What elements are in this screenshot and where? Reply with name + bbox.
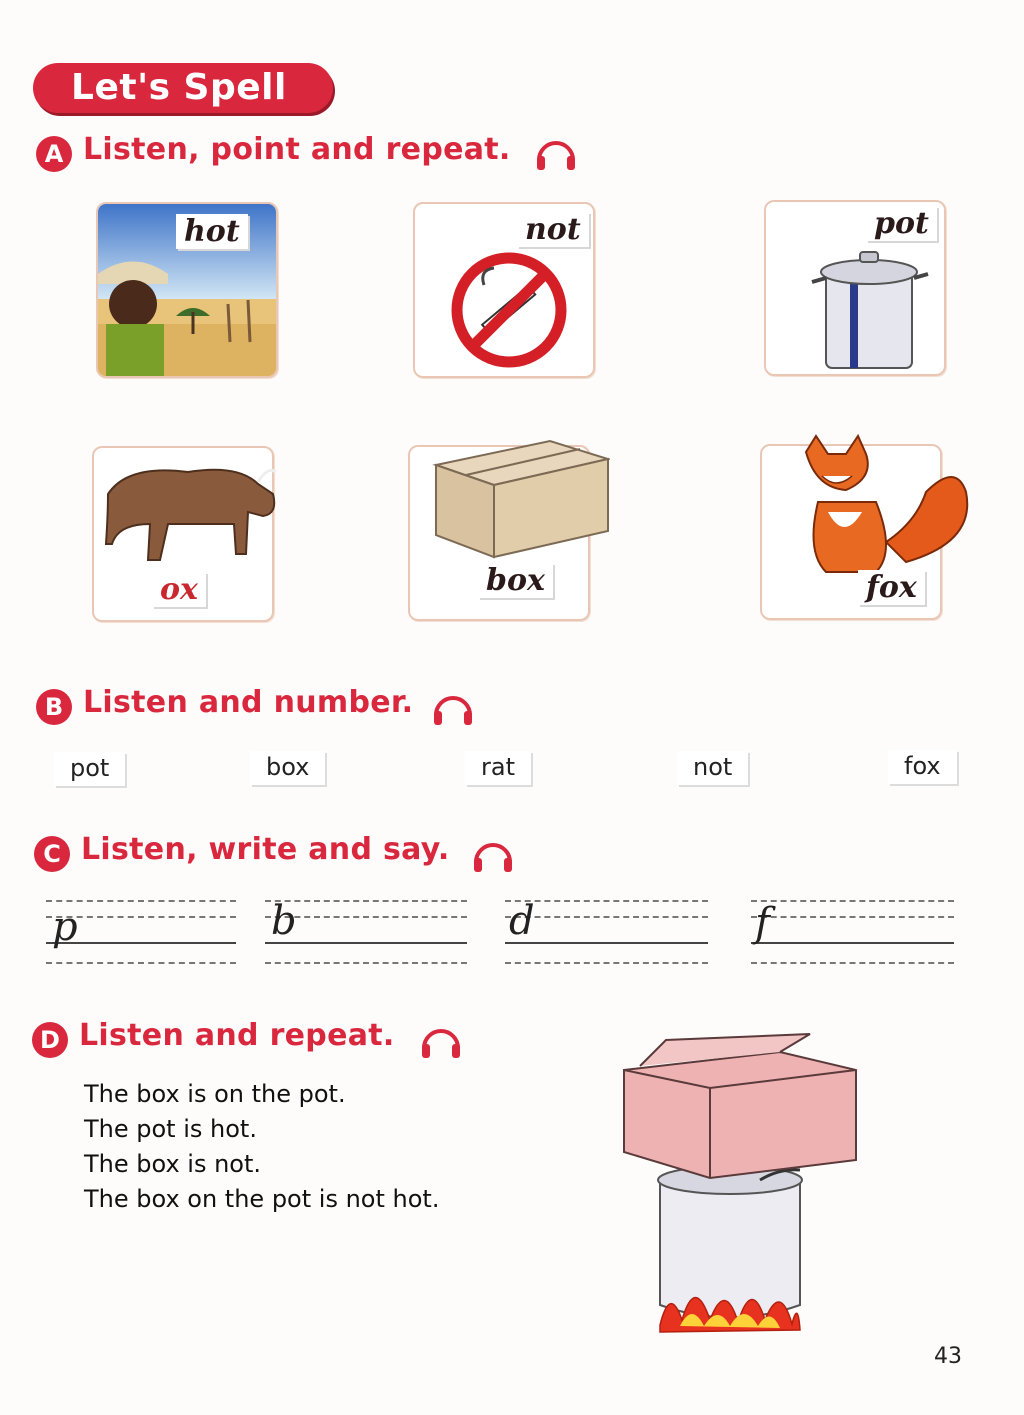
- section-b-letter: B: [36, 689, 72, 725]
- word-box: box: [250, 751, 325, 785]
- trace-letter-f: f: [755, 900, 770, 946]
- ox-image: [98, 454, 288, 566]
- card-word-fox: fox: [858, 570, 925, 605]
- trace-letter-p: p: [52, 904, 78, 950]
- lets-spell-banner: [33, 63, 333, 113]
- word-fox: fox: [888, 750, 957, 784]
- sentence-4: The box on the pot is not hot.: [84, 1185, 440, 1213]
- picture-card-ox: [92, 446, 274, 622]
- picture-card-box: [408, 445, 590, 621]
- picture-card-fox: [760, 444, 942, 620]
- section-b-heading: [36, 685, 496, 729]
- writing-lines-d[interactable]: [505, 898, 708, 966]
- headphones-icon[interactable]: [533, 130, 579, 174]
- box-image: [430, 435, 610, 559]
- sentence-1: The box is on the pot.: [84, 1080, 346, 1108]
- card-word-hot: hot: [176, 214, 248, 249]
- writing-lines-f[interactable]: [751, 898, 954, 966]
- picture-card-hot: [96, 202, 278, 378]
- card-word-not: not: [517, 212, 589, 247]
- page-number: 43: [934, 1344, 962, 1369]
- picture-card-pot: [764, 200, 946, 376]
- picture-card-not: [413, 202, 595, 378]
- section-c-title: Listen, write and say.: [81, 832, 450, 867]
- card-word-pot: pot: [866, 206, 937, 241]
- writing-lines-p[interactable]: [46, 898, 236, 966]
- no-smoking-icon: [449, 250, 569, 370]
- card-word-ox: ox: [152, 572, 206, 607]
- section-d-heading: [32, 1018, 502, 1062]
- banner-title: Let's Spell: [71, 67, 287, 108]
- word-not: not: [677, 751, 748, 785]
- pot-image: [810, 248, 930, 372]
- fox-image: [766, 432, 976, 582]
- writing-lines-b[interactable]: [265, 898, 467, 966]
- sentence-2: The pot is hot.: [84, 1115, 257, 1143]
- section-c-letter: C: [34, 836, 70, 872]
- section-d-title: Listen and repeat.: [79, 1018, 395, 1053]
- trace-letter-d: d: [509, 898, 535, 944]
- card-word-box: box: [478, 563, 553, 598]
- section-b-title: Listen and number.: [83, 685, 414, 720]
- section-c-heading: [34, 832, 524, 876]
- headphones-icon[interactable]: [470, 832, 516, 876]
- box-on-hot-pot-image: [620, 1030, 870, 1340]
- section-d-letter: D: [32, 1022, 68, 1058]
- sentence-3: The box is not.: [84, 1150, 262, 1178]
- section-a-heading: [36, 132, 596, 176]
- word-pot: pot: [54, 752, 125, 786]
- headphones-icon[interactable]: [430, 685, 476, 729]
- headphones-icon[interactable]: [418, 1018, 464, 1062]
- section-a-title: Listen, point and repeat.: [83, 132, 511, 167]
- section-a-letter: A: [36, 136, 72, 172]
- word-rat: rat: [465, 751, 531, 785]
- trace-letter-b: b: [271, 898, 297, 944]
